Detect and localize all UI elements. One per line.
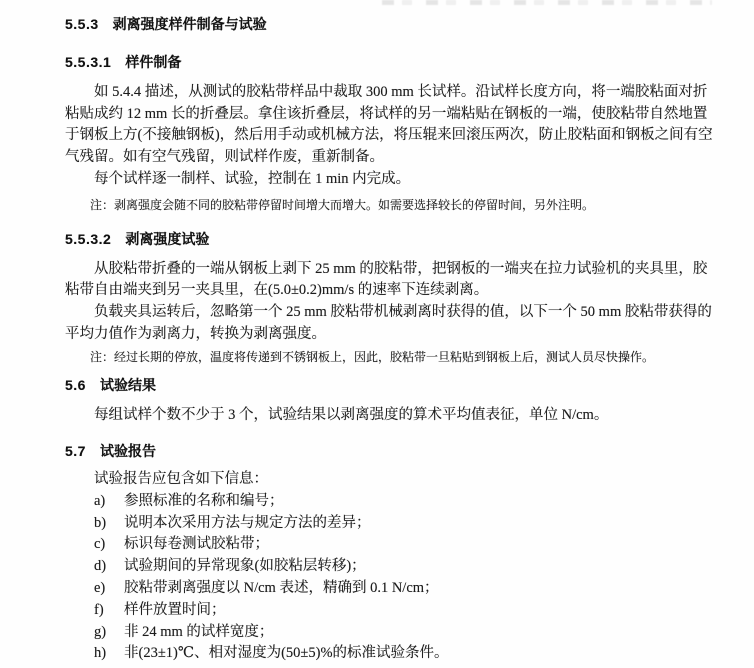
list-item-label: e) xyxy=(94,579,106,596)
paragraph-line: 每个试样逐一制样、试验，控制在 1 min 内完成。 xyxy=(94,170,411,187)
section-number: 5.5.3.1 xyxy=(65,54,112,70)
list-item-label: a) xyxy=(94,492,106,509)
list-item-text: 说明本次采用方法与规定方法的差异； xyxy=(124,514,371,531)
note-text: 注：剥离强度会随不同的胶粘带停留时间增大而增大。如需要选择较长的停留时间，另外注明。 xyxy=(90,197,595,212)
list-item-label: f) xyxy=(94,601,104,618)
section-number: 5.5.3 xyxy=(65,16,99,32)
list-item-text: 非(23±1)℃、相对湿度为(50±5)%的标准试验条件。 xyxy=(124,645,449,662)
list-item-text: 胶粘带剥离强度以 N/cm 表述，精确到 0.1 N/cm； xyxy=(124,579,439,596)
report-list-item xyxy=(65,491,690,513)
list-item-label: g) xyxy=(94,623,107,640)
section-heading-5-5-3-2 xyxy=(65,229,690,249)
section-heading-5-6 xyxy=(65,375,690,395)
section-number: 5.5.3.2 xyxy=(65,230,112,247)
list-item-text: 标识每卷测试胶粘带； xyxy=(124,536,269,553)
section-heading-5-7 xyxy=(65,441,690,461)
report-list-item xyxy=(65,556,690,578)
section-number: 5.7 xyxy=(65,443,86,460)
report-list-item xyxy=(65,534,690,556)
report-list-item xyxy=(65,513,690,535)
list-item-label: d) xyxy=(94,558,107,575)
list-item-text: 样件放置时间； xyxy=(124,601,226,618)
section-heading-5-5-3-1 xyxy=(65,52,690,72)
report-list-item xyxy=(65,578,690,600)
report-list-item xyxy=(65,600,690,622)
paragraph-line: 粘带自由端夹到另一夹具里，在(5.0±0.2)mm/s 的速率下连续剥离。 xyxy=(65,282,489,299)
list-item-text: 试验期间的异常现象(如胶粘层转移)； xyxy=(124,558,366,575)
note-text: 注：经过长期的停放，温度将传递到不锈钢板上，因此，胶粘带一旦粘贴到钢板上后，测试人员尽快操作。 xyxy=(90,350,655,365)
report-list-item xyxy=(65,622,690,644)
report-intro-line: 试验报告应包含如下信息： xyxy=(94,471,268,488)
paragraph-line: 负载夹具运转后，忽略第一个 25 mm 胶粘带机械剥离时获得的值，以下一个 50 mm 胶粘带获得的 xyxy=(94,303,712,320)
section-number: 5.6 xyxy=(65,377,86,394)
list-item-text: 参照标准的名称和编号； xyxy=(124,492,284,509)
paragraph-line: 平均力值作为剥离力，转换为剥离强度。 xyxy=(65,325,326,342)
list-item-label: c) xyxy=(94,536,106,553)
paragraph-line: 于钢板上方(不接触钢板)，然后用手动或机械方法，将压辊来回滚压两次，防止胶粘面和钢板之间有空 xyxy=(65,127,713,144)
section-title: 剥离强度样件制备与试验 xyxy=(112,16,267,32)
section-title: 剥离强度试验 xyxy=(125,230,210,247)
paragraph-line: 每组试样个数不少于 3 个，试验结果以剥离强度的算术平均值表征，单位 N/cm。 xyxy=(94,407,609,424)
paragraph-line: 从胶粘带折叠的一端从钢板上剥下 25 mm 的胶粘带，把钢板的一端夹在拉力试验机的夹具里，胶 xyxy=(94,260,708,277)
list-item-text: 非 24 mm 的试样宽度； xyxy=(124,623,274,640)
section-title: 试验结果 xyxy=(99,377,156,394)
paragraph-line: 气残留。如有空气残留，则试样作废，重新制备。 xyxy=(65,149,384,166)
section-title: 试验报告 xyxy=(99,443,156,460)
section-title: 样件制备 xyxy=(125,54,182,70)
list-item-label: h) xyxy=(94,645,107,662)
list-item-label: b) xyxy=(94,514,107,531)
paragraph-line: 粘贴成约 12 mm 长的折叠层。拿住该折叠层，将试样的另一端粘贴在钢板的一端，使胶粘带自然地置 xyxy=(65,105,708,122)
section-heading-5-5-3 xyxy=(65,14,690,34)
report-list-item xyxy=(65,643,690,665)
paragraph-line: 如 5.4.4 描述，从测试的胶粘带样品中裁取 300 mm 长试样。沿试样长度方向，将一端胶粘面对折 xyxy=(94,84,708,100)
